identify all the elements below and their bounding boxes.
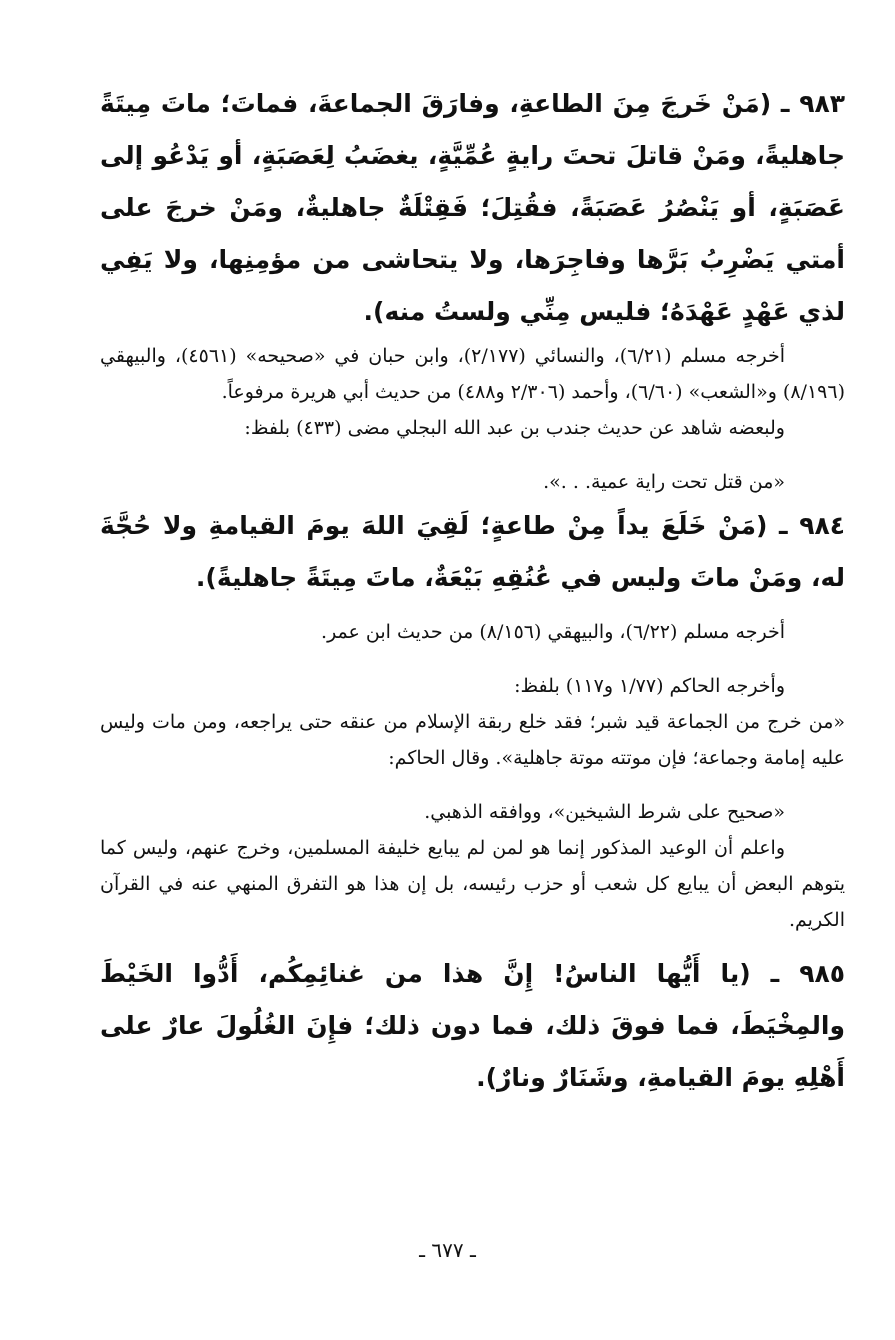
- hadith-984-quote: «من خرج من الجماعة قيد شبر؛ فقد خلع ربقة الإسلام من عنقه حتى يراجعه، ومن مات وليس عليه إمامة وجماعة؛ فإن موتته موتة جاهلية». وقال الحاكم:: [100, 711, 845, 769]
- hadith-984-hakim: وأخرجه الحاكم (١/٧٧ و١١٧) بلفظ:: [514, 675, 785, 697]
- hadith-983-takhrij: أخرجه مسلم (٦/٢١)، والنسائي (٢/١٧٧)، وابن حبان في «صحيحه» (٤٥٦١)، والبيهقي (٨/١٩٦) و«الشعب» (٦/٦٠)، وأحمد (٢/٣٠٦ و٤٨٨) من حديث أبي هريرة مرفوعاً.: [100, 345, 845, 403]
- page-number: ـ ٦٧٧ ـ: [419, 1238, 476, 1262]
- hadith-983-quote: «من قتل تحت راية عمية. . .».: [543, 471, 785, 493]
- hadith-983: ٩٨٣ ـ (مَنْ خَرجَ مِنَ الطاعةِ، وفارَقَ الجماعةَ، فماتَ؛ ماتَ مِيتَةً جاهليةً، ومَنْ قاتلَ تحتَ رايةٍ عُمِّيَّةٍ، يغضَبُ لِعَصَبَةٍ، أو يَدْعُو إلى عَصَبَةٍ، أو يَنْصُرُ عَصَبَةً، فقُتِلَ؛ فَقِتْلَةٌ جاهليةٌ، ومَنْ خرجَ على أمتي يَضْرِبُ بَرَّها وفاجِرَها، ولا يتحاشى من مؤمِنِها، ولا يَفِي لذي عَهْدٍ عَهْدَهُ؛ فليس مِنِّي ولستُ منه).: [100, 89, 845, 326]
- hadith-984-grading: «صحيح على شرط الشيخين»، ووافقه الذهبي.: [424, 801, 785, 823]
- hadith-984: ٩٨٤ ـ (مَنْ خَلَعَ يداً مِنْ طاعةٍ؛ لَقِيَ اللهَ يومَ القيامةِ ولا حُجَّةَ له، ومَنْ ماتَ وليس في عُنُقِهِ بَيْعَةٌ، ماتَ مِيتَةً جاهليةً).: [100, 511, 845, 592]
- hadith-983-shahid: ولبعضه شاهد عن حديث جندب بن عبد الله البجلي مضى (٤٣٣) بلفظ:: [244, 417, 785, 439]
- hadith-985: ٩٨٥ ـ (يا أَيُّها الناسُ! إِنَّ هذا من غنائِمِكُم، أَدُّوا الخَيْطَ والمِخْيَطَ، فما فوقَ ذلك، فما دون ذلك؛ فإِنَ الغُلُولَ عارٌ على أَهْلِهِ يومَ القيامةِ، وشَنَارٌ ونارٌ).: [100, 959, 845, 1092]
- hadith-984-takhrij: أخرجه مسلم (٦/٢٢)، والبيهقي (٨/١٥٦) من حديث ابن عمر.: [321, 621, 785, 643]
- hadith-984-commentary: واعلم أن الوعيد المذكور إنما هو لمن لم يبايع خليفة المسلمين، وخرج عنهم، وليس كما يتوهم البعض أن يبايع كل شعب أو حزب رئيسه، بل إن هذا هو التفرق المنهي عنه في القرآن الكريم.: [100, 837, 845, 931]
- page-content: [100, 78, 845, 1104]
